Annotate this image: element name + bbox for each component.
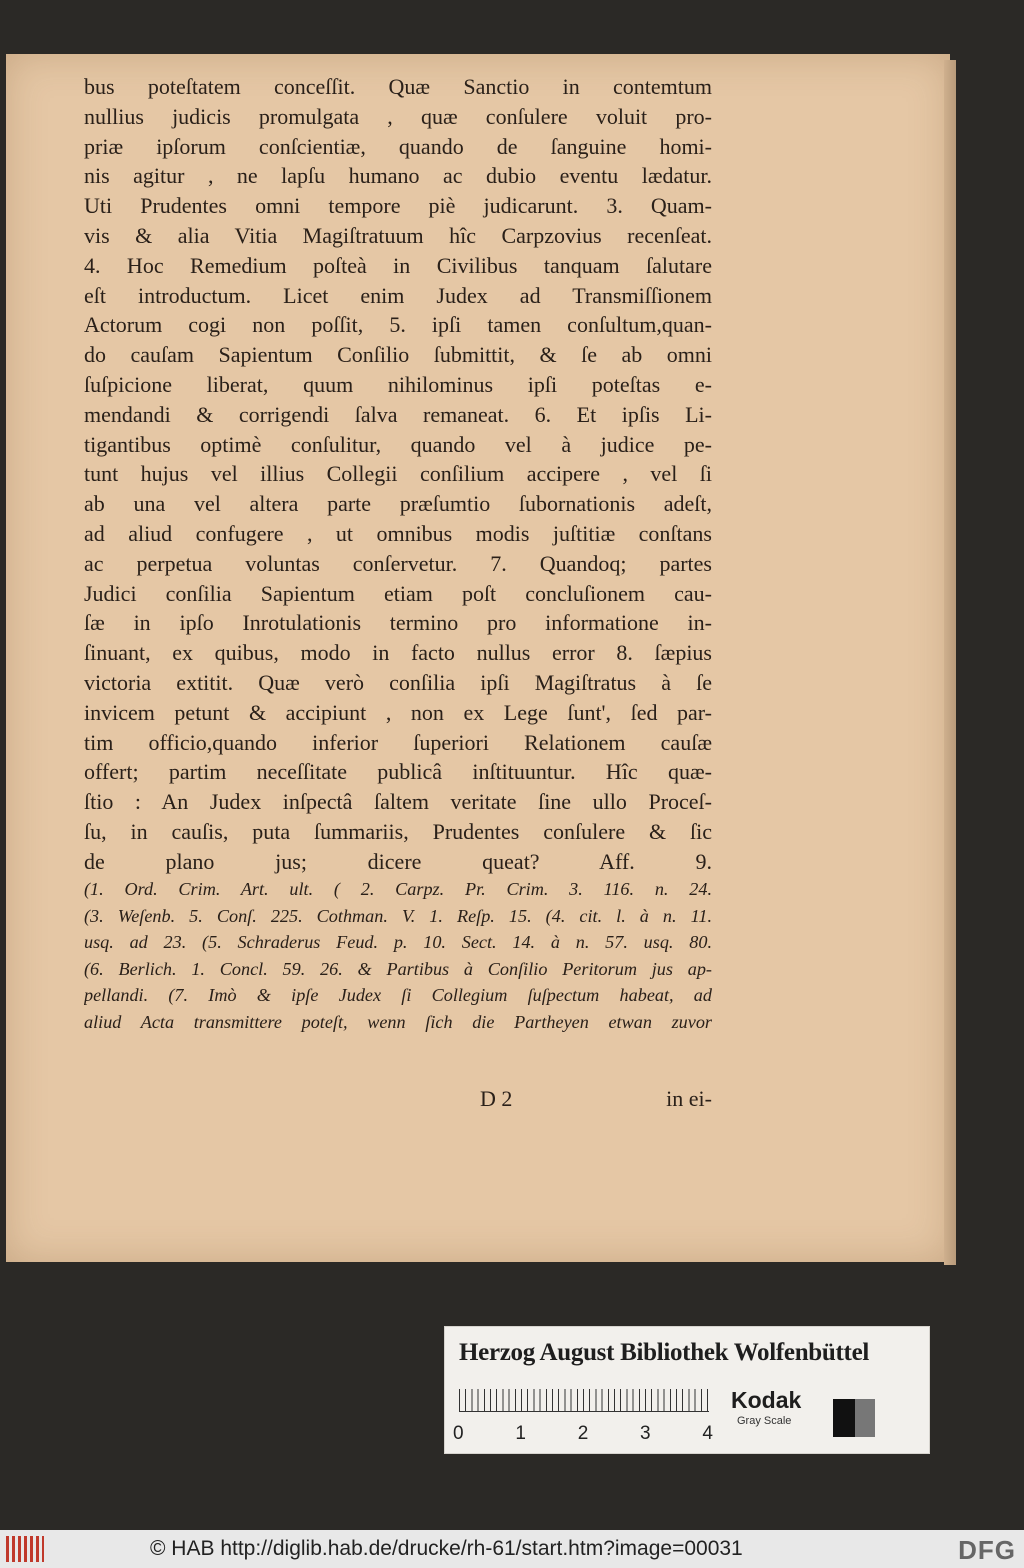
body-text-line: ſinuant, ex quibus, modo in facto nullus error 8. ſæpius (84, 640, 712, 666)
body-text-line: do cauſam Sapientum Conſilio ſubmittit, & ſe ab omni (84, 342, 712, 368)
body-text-line: ſæ in ipſo Inrotulationis termino pro informatione in- (84, 610, 712, 636)
body-text-line: ſu, in cauſis, puta ſummariis, Prudentes conſulere & ſic (84, 818, 712, 844)
copyright-url[interactable]: © HAB http://diglib.hab.de/drucke/rh-61/start.htm?image=00031 (150, 1537, 743, 1560)
ruler-number: 1 (515, 1423, 526, 1444)
body-text-line: tunt hujus vel illius Collegii conſilium accipere , vel ſi (84, 461, 712, 487)
footnote-line: (6. Berlich. 1. Concl. 59. 26. & Partibus à Conſilio Peritorum jus ap- (84, 958, 712, 979)
body-text-line: mendandi & corrigendi ſalva remaneat. 6. Et ipſis Li- (84, 401, 712, 427)
body-text (84, 72, 712, 877)
body-text-line: bus poteſtatem conceſſit. Quæ Sanctio in contemtum (84, 74, 712, 99)
body-text-line: tigantibus optimè conſulitur, quando vel à judice pe- (84, 431, 712, 457)
ruler-scale (459, 1389, 709, 1412)
footnote-line: aliud Acta transmittere poteſt, wenn ſich die Partheyen etwan zuvor (84, 1011, 712, 1032)
ruler-labels (453, 1423, 713, 1445)
body-text-line: invicem petunt & accipiunt , non ex Lege ſunt', ſed par- (84, 699, 712, 725)
body-text-line: Actorum cogi non poſſit, 5. ipſi tamen conſultum,quan- (84, 312, 712, 338)
ruler-number: 0 (453, 1423, 464, 1444)
library-name: Herzog August Bibliothek Wolfenbüttel (459, 1339, 870, 1366)
ruler-number: 2 (577, 1423, 589, 1444)
gray-scale-label: Gray Scale (737, 1415, 792, 1427)
kodak-brand: Kodak (731, 1387, 802, 1413)
ruler-number: 4 (702, 1423, 713, 1444)
black-patch (833, 1399, 855, 1437)
hab-logo-icon (6, 1536, 44, 1562)
dfg-logo: DFG (958, 1535, 1016, 1565)
footnote-line: pellandi. (7. Imò & ipſe Judex ſi Collegium ſuſpectum habeat, ad (84, 985, 712, 1005)
body-text-line: nis agitur , ne lapſu humano ac dubio eventu lædatur. (84, 163, 712, 189)
footnote-line: (1. Ord. Crim. Art. ult. ( 2. Carpz. Pr. Crim. 3. 116. n. 24. (84, 879, 712, 899)
bottom-credit-bar (0, 1530, 1024, 1568)
footnote-line: (3. Weſenb. 5. Conſ. 225. Cothman. V. 1. Reſp. 15. (4. cit. l. à n. 11. (84, 905, 712, 926)
body-text-line: 4. Hoc Remedium poſteà in Civilibus tanquam ſalutare (84, 252, 712, 278)
body-text-line: nullius judicis promulgata , quæ conſulere voluit pro- (84, 103, 712, 129)
body-text-line: ab una vel altera parte præſumtio ſubornationis adeſt, (84, 491, 712, 517)
gray-patch (855, 1399, 875, 1437)
library-color-card (444, 1326, 930, 1454)
footnotes (84, 876, 712, 1035)
body-text-line: priæ ipſorum conſcientiæ, quando de ſanguine homi- (84, 133, 712, 159)
body-text-line: offert; partim neceſſitate publicâ inſtituuntur. Hîc quæ- (84, 759, 712, 785)
body-text-line: de plano jus; dicere queat? Aff. 9. (84, 848, 712, 874)
body-text-line: ad aliud confugere , ut omnibus modis juſtitiæ conſtans (84, 520, 712, 546)
footnote-line: usq. ad 23. (5. Schraderus Feud. p. 10. Sect. 14. à n. 57. usq. 80. (84, 932, 712, 952)
body-text-line: victoria extitit. Quæ verò conſilia ipſi Magiſtratus à ſe (84, 669, 712, 695)
body-text-line: Judici conſilia Sapientum etiam poſt concluſionem cau- (84, 580, 712, 606)
signature-mark: D 2 (480, 1086, 513, 1111)
body-text-line: Uti Prudentes omni tempore piè judicarunt. 3. Quam- (84, 193, 712, 219)
body-text-line: tim officio,quando inferior ſuperiori Relationem cauſæ (84, 729, 712, 755)
body-text-line: ſuſpicione liberat, quum nihilominus ipſi poteſtas e- (84, 371, 712, 397)
body-text-line: vis & alia Vitia Magiſtratuum hîc Carpzovius recenſeat. (84, 222, 712, 248)
body-text-line: ſtio : An Judex inſpectâ ſaltem veritate ſine ullo Proceſ- (84, 789, 712, 815)
catchword: in ei- (666, 1086, 712, 1111)
body-text-line: ac perpetua voluntas conſervetur. 7. Quandoq; partes (84, 550, 712, 576)
page-edge (944, 60, 956, 1265)
ruler-number: 3 (640, 1423, 651, 1444)
page-footer (84, 1086, 712, 1116)
body-text-line: eſt introductum. Licet enim Judex ad Transmiſſionem (84, 282, 712, 308)
